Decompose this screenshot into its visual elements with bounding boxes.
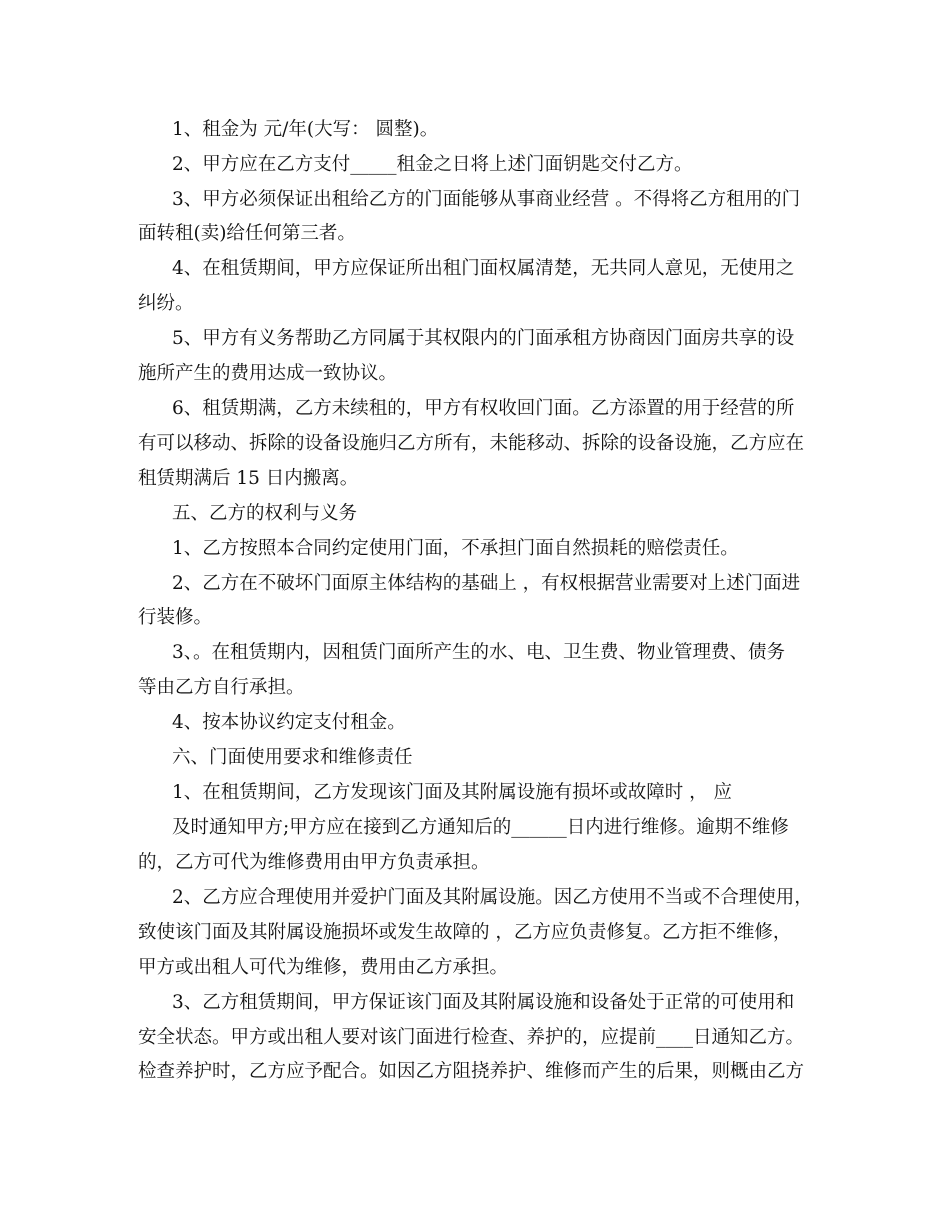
- paragraph-line: 行装修。: [138, 607, 213, 628]
- paragraph-line: 3、甲方必须保证出租给乙方的门面能够从事商业经营 。不得将乙方租用的门: [172, 189, 801, 210]
- paragraph-line: 1、租金为 元/年(大写： 圆整)。: [172, 119, 439, 140]
- paragraph-line: 4、在租赁期间，甲方应保证所出租门面权属清楚，无共同人意见，无使用之: [172, 258, 795, 279]
- paragraph-line: 面转租(卖)给任何第三者。: [138, 223, 356, 244]
- paragraph-line: 安全状态。甲方或出租人要对该门面进行检查、养护的，应提前____日通知乙方。: [138, 1027, 805, 1048]
- paragraph-line: 检查养护时，乙方应予配合。如因乙方阻挠养护、维修而产生的后果，则概由乙方: [138, 1061, 805, 1082]
- paragraph-line: 3、乙方租赁期间，甲方保证该门面及其附属设施和设备处于正常的可使用和: [172, 992, 795, 1013]
- paragraph-line: 6、租赁期满，乙方未续租的，甲方有权收回门面。乙方添置的用于经营的所: [172, 398, 795, 419]
- paragraph-line: 租赁期满后 15 日内搬离。: [138, 468, 359, 489]
- paragraph-line: 5、甲方有义务帮助乙方同属于其权限内的门面承租方协商因门面房共享的设: [172, 328, 795, 349]
- paragraph-line: 及时通知甲方;甲方应在接到乙方通知后的______日内进行维修。逾期不维修: [172, 817, 789, 838]
- paragraph-line: 有可以移动、拆除的设备设施归乙方所有，未能移动、拆除的设备设施，乙方应在: [138, 433, 805, 454]
- paragraph-line: 等由乙方自行承担。: [138, 677, 305, 698]
- paragraph-line: 致使该门面及其附属设施损坏或发生故障的 ，乙方应负责修复。乙方拒不维修，: [138, 922, 792, 943]
- paragraph-line: 1、在租赁期间，乙方发现该门面及其附属设施有损坏或故障时 ， 应: [172, 782, 733, 803]
- paragraph-line: 4、按本协议约定支付租金。: [172, 712, 406, 733]
- paragraph-line: 1、乙方按照本合同约定使用门面，不承担门面自然损耗的赔偿责任。: [172, 538, 739, 559]
- paragraph-line: 2、乙方在不破坏门面原主体结构的基础上 ，有权根据营业需要对上述门面进: [172, 573, 801, 594]
- section-heading: 六、门面使用要求和维修责任: [172, 747, 413, 768]
- paragraph-line: 2、乙方应合理使用并爱护门面及其附属设施。因乙方使用不当或不合理使用，: [172, 887, 813, 908]
- paragraph-line: 2、甲方应在乙方支付_____租金之日将上述门面钥匙交付乙方。: [172, 154, 693, 175]
- paragraph-line: 3、。在租赁期内，因租赁门面所产生的水、电、卫生费、物业管理费、债务: [172, 642, 786, 663]
- section-heading: 五、乙方的权利与义务: [172, 503, 358, 524]
- paragraph-line: 甲方或出租人可代为维修，费用由乙方承担。: [138, 957, 509, 978]
- paragraph-line: 的，乙方可代为维修费用由甲方负责承担。: [138, 852, 490, 873]
- paragraph-line: 纠纷。: [138, 293, 194, 314]
- paragraph-line: 施所产生的费用达成一致协议。: [138, 363, 398, 384]
